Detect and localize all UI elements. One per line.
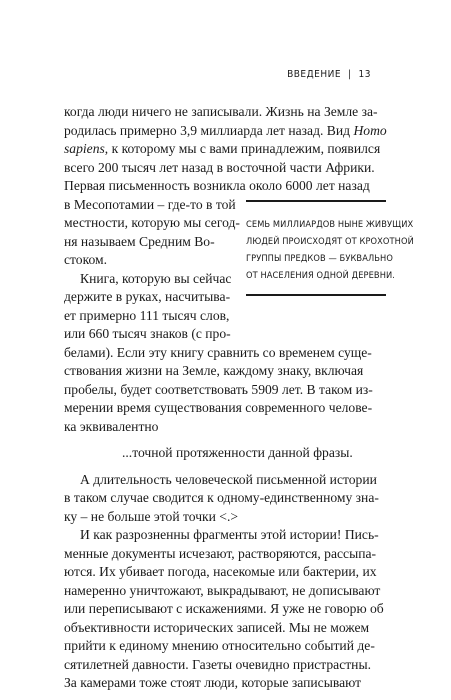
text-line: объективности исторических записей. Мы не можем: [64, 619, 370, 635]
species-name: Homo: [353, 122, 387, 138]
pull-quote: [246, 200, 414, 296]
text-line: Первая письменность возникла около 6000 лет назад: [64, 178, 370, 193]
header-separator: |: [348, 69, 352, 80]
text-line: всего 200 тысяч лет назад в восточной части Африки.: [64, 159, 375, 175]
text-line: ствования жизни на Земле, каждому знаку, включая: [64, 363, 364, 378]
text-line: белами). Если эту книгу сравнить со временем суще-: [64, 344, 372, 360]
text-line: За камерами тоже стоят люди, которые записывают: [64, 675, 362, 690]
pull-quote-line: ОТ НАСЕЛЕНИЯ ОДНОЙ ДЕРЕВНИ.: [246, 270, 396, 281]
text-line: ня называем Средним Во-: [64, 233, 215, 249]
running-header: [287, 69, 371, 80]
text-line: ка эквивалентно: [64, 418, 159, 434]
text-line: ются. Их убивает погода, насекомые или бактерии, их: [64, 564, 377, 579]
text-line: в таком случае сводится к одному-единственному зна-: [64, 490, 379, 505]
text-line: сятилетней давности. Газеты очевидно пристрастны.: [64, 656, 371, 672]
pull-quote-line: ЛЮДЕЙ ПРОИСХОДЯТ ОТ КРОХОТНОЙ: [246, 236, 414, 247]
text-line: намеренно уничтожают, выкрадывают, не дописывают: [64, 582, 381, 598]
pull-quote-line: ГРУППЫ ПРЕДКОВ — БУКВАЛЬНО: [246, 253, 393, 264]
text-line: Книга, которую вы сейчас: [80, 270, 232, 286]
text-line: пробелы, будет соответствовать 5909 лет. В таком из-: [64, 381, 373, 397]
text-line: в Месопотамии – где-то в той: [64, 196, 236, 212]
text-line: менные документы исчезают, растворяются, рассыпа-: [64, 545, 377, 561]
text-line: мерении время существования современного челове-: [64, 400, 373, 415]
text-line: ...точной протяженности данной фразы.: [122, 445, 353, 460]
text-line: ку – не больше этой точки <.>: [64, 508, 239, 524]
section-title: ВВЕДЕНИЕ: [287, 69, 341, 80]
text-line: держите в руках, насчитыва-: [64, 289, 231, 304]
species-name: sapiens: [64, 141, 105, 156]
text-line: родилась примерно 3,9 миллиарда лет назад. Вид Homo: [64, 122, 387, 138]
text-line: стоком.: [64, 252, 108, 267]
text-line: прийти к единому мнению относительно событий де-: [64, 638, 375, 653]
text-line: А длительность человеческой письменной истории: [80, 471, 377, 487]
text-line: И как разрозненны фрагменты этой истории! Пись-: [80, 527, 379, 542]
text-line: или переписывают с искажениями. Я уже не говорю об: [64, 601, 384, 616]
text-line: местности, которую мы сегод-: [64, 215, 240, 230]
page-number: 13: [358, 69, 371, 80]
text-line: ет примерно 111 тысяч слов,: [64, 307, 230, 323]
text-line: или 660 тысяч знаков (с про-: [64, 326, 231, 341]
text-line: sapiens, к которому мы с вами принадлежим, появился: [64, 141, 381, 156]
text-line: когда люди ничего не записывали. Жизнь на Земле за-: [64, 104, 378, 119]
pull-quote-line: СЕМЬ МИЛЛИАРДОВ НЫНЕ ЖИВУЩИХ: [246, 219, 414, 230]
